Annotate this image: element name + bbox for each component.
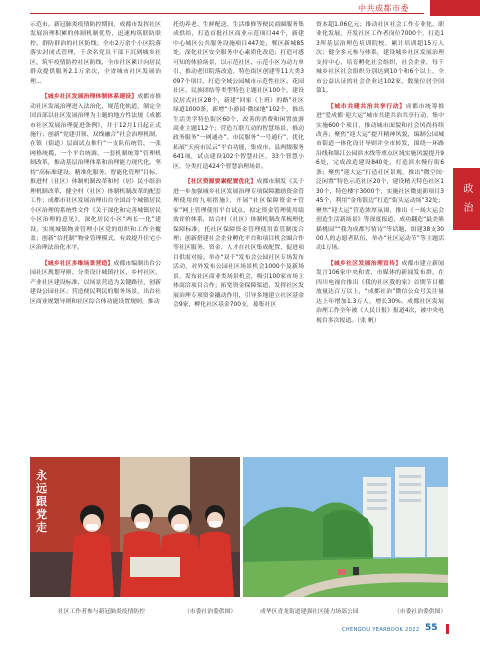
photo-right-credit: （市委社治委供图） (394, 609, 447, 615)
paragraph-continuation (30, 21, 161, 87)
text-column-1 (30, 21, 161, 449)
section-paragraph (316, 103, 444, 254)
sign-text: 永 远 跟 党 走 (36, 469, 47, 534)
section-heading: 【城乡社区多维场景营造】 (41, 260, 114, 267)
park-illustration (243, 457, 448, 597)
photo-volunteers (30, 457, 240, 597)
photo-left-credit: （市委社治委供图） (184, 609, 237, 615)
page-number: 55 (425, 623, 438, 633)
paragraph-continuation (173, 21, 304, 172)
section-paragraph (30, 93, 161, 254)
section-paragraph (173, 178, 304, 310)
section-paragraph (30, 260, 161, 307)
paragraph-continuation (316, 21, 444, 97)
side-tab: 政 治 (453, 168, 480, 230)
section-heading: 【城乡社区发展治理宣传】 (327, 260, 402, 267)
paragraph-text: 资本超1.06亿元；推动社区社会工作专业化、职业化发展，开发社区工作者岗位7000个，打造13所基层治理色培训院校，累计培训超15万人次；健全多元参与体系，建设城乡社区发展治理支持中心，培育孵化社会组织，社会企业，每千城乡社区社会组织分别达到10个和6个以上，全市公益认证的社会企业达102家，数量位居全国第1。 (316, 22, 444, 95)
section-heading: 【城乡社区发展治理体制体系建设】 (41, 94, 138, 101)
section-text: 成都市编制出台公园社区规划导则、分类设计城镇社区、乡村社区、产业社区建设标准，以场景营造为关键路径，创新建设公园社区；营造便民利民的服务场景，出台社区商业规划导则和社区综合体功能设置规则，推动 (30, 260, 161, 305)
section-heading: 【城市共建共治共享行动】 (327, 103, 406, 110)
header-tab (430, 0, 480, 16)
section-paragraph (316, 260, 444, 326)
section-header: 中共成都市委 (358, 4, 409, 13)
text-column-3 (316, 21, 444, 449)
paragraph-text: 托幼养老、生鲜配送、生活维修等便民商圈服务集成供给，打造首批社区商业示范项目44个，新建中心城区公共服务设施项目447处，郫区新城85处，深化社区安全服务中心素质化改造；打造可感可知的体验场景，以示范社区、示范小区为动力单引，推动老旧院落改造，特色街区创建等11大类3097个项目，打造全域公园城市示范性社区、花园社区、民族团结等类型特色主题社区100个，建设民居式社区28个，新建“回家（上班）的路”社区绿道1000条，新增“小游园·微绿地”102个，推出生活美学特色街区60个，改善的消费和闲置放游商业主题112个；营造互联互动的智慧场景，推动政务服务“一网通办”、市民服务“一号通行”，优化拓展“天府市民云”平台功能，集成市、县两级服务641项，试点建设102个智慧社区，33个智慧小区，分类打造424个智慧治理场景。 (173, 22, 304, 170)
footer-accent-bar (446, 624, 449, 634)
paragraph-text: 示范市。新冠肺炎疫情防控期间，成都市发挥社区发展治理积累的体制机制优势，迅速构筑联防联控、群防群治的社区防线；全市2万余个小区院落落实封闭式管理，千余名党员干部下沉到城乡社区，筑牢疫情防控社区防线，全市社区累计向居民群众提供服务2.1万余次，全省城市社区发展治理... (30, 22, 161, 85)
section-text: 成都市统筹推进“爱成都·迎大运”城市共建共治共享行动，集中实施600个项目，推动城市面貌和社会风尚持续改善；聚焦“迎大运”提升精神风貌，编制公园城市街道一体化设计导则并全市转发，围绕一环路沿线和锦江公园滨水线等重点区域实施风貌提升96处，完成改造建设840处，打造滨水慢行街6条；聚焦“迎大运”打造社区景观，推出“微空间·泛闲置”特色示范社区20个，建设精天特色社区130个，特色楼宇3000个，实施社区微更新项目345个，利用“金角银边”打造“街头运动场”32处；聚焦“迎大运”营造浓厚氛围，推出《一场大运会创造生活新场景》等深度报道，成功翻造“最美熊猫桃园”“我为成都写情诗”等话题，组建38支3000人的志愿者队伍，举办“社区运动节”等主题活动1万场。 (316, 103, 444, 252)
section-text: 成都市推动社区发展治理进入法治化、规范化轨道，制定全国首部以社区发展治理为主题的地方性法规《成都市社区发展治理促进条例》，并于12月1日起正式施行；创新“党建引领、双线融合”社会治理机制，在镇（街道）层面试点推行“一支队伍统管、一张网格统揽、一个平台统调、一套机制统筹”管理机制改革，推动基层治理体系和治理能力现代化。坚持“高标准建设、精准化服务、智能化管理”目标，推进村（社区）体制机制改革和村（居）民小组治理机制改革，健全村（社区）体制机制改革的配套工作；成都市社区发展治理出台全国首个城镇居民小区治理的系统性文件《关于深化和完善城镇居民小区治理的意见》，深化居民小区“两长一化”建设，实现城镇物业管理小区党的组织和工作全覆盖；创新“信托制”物业管理模式，有效提升住宅小区治理法治化水平。 (30, 94, 161, 252)
section-text: 成都市建立新闻发言106家中央和省、市媒体的新闻发布群，在四川电视台推出《我的社区我的家》首期节目播放量达百万以上，“成都社治”微信公众号关注量达上年增加1.3万人，增长30%。成都社区发展治理工作全年被《人民日报》报道4次，被中央电视台多次报道。（张 帆） (316, 260, 444, 324)
photo-right-caption: 成华区青龙街道建强社区能力场部公园 (260, 609, 359, 615)
section-heading: 【社区资源要素配置优化】 (184, 179, 257, 186)
photo-park (243, 457, 448, 597)
section-text: 成都市制发《关于进一步加强城乡社区发展治理专项保障激励资金管理使用的九项措施》，开展“社区保障资金+管家”网上管理使用平台试点，拟定资金管理使用绩效评价体系，结合村（社区）体制机制改革梳理化保障标准，托社区保障资金管理使用监管制度合理；创新搭建社会企业孵化平台和项目机会圈合作等社区服务、资金、人才在社区集成配置，促进项目供需对接。举办“双千”发布会公园社区专场发布活动，对外发布公园社区场景机会1000个及新场景，发布社区商业类场景机会，吸引100家市场主体商洽项目合作；拓宽资金保障渠道，发挥社区发展治理专项资金撬动作用，引导多地建立社区基金会9家，孵化社区基金700支，募集社区 (173, 179, 304, 309)
footer-yearbook: CHENGDU YEARBOOK 2022 (342, 627, 420, 633)
text-column-2 (173, 21, 304, 449)
photo-left-caption: 社区工作者参与新冠肺炎疫情防控 (58, 609, 145, 615)
